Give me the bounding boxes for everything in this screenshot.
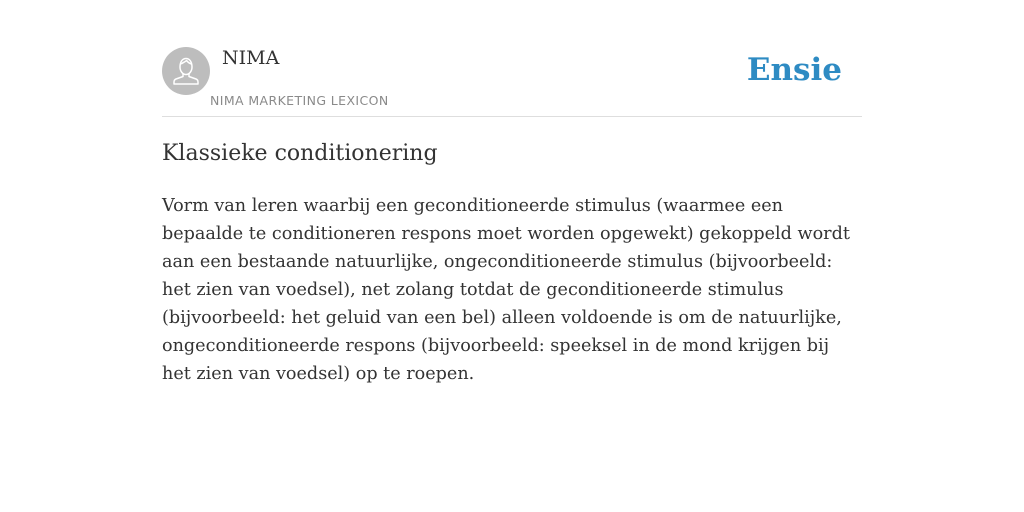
entry-definition: Vorm van leren waarbij een geconditioneerde stimulus (waarmee een bepaalde te conditioneren respons moet worden opgewekt) gekoppeld wordt aan een bestaande natuurlijke, ongeconditioneerde stimulus (bijvoorbeeld: het zien van voedsel), net zolang totdat de geconditioneerde stimulus (bijvoorbeeld: het geluid van een bel) alleen voldoende is om de natuurlijke, ongeconditioneerde respons (bijvoorbeeld: speeksel in de mond krijgen bij het zien van voedsel) op te roepen. <box>162 196 850 384</box>
ensie-logo-link[interactable]: Ensie <box>746 52 842 88</box>
lexicon-name[interactable]: NIMA MARKETING LEXICON <box>210 93 389 108</box>
avatar[interactable] <box>162 47 210 95</box>
user-icon <box>162 47 210 95</box>
author-name[interactable]: NIMA <box>222 47 280 69</box>
lexicon-header <box>162 40 862 117</box>
entry-title: Klassieke conditionering <box>162 141 438 166</box>
